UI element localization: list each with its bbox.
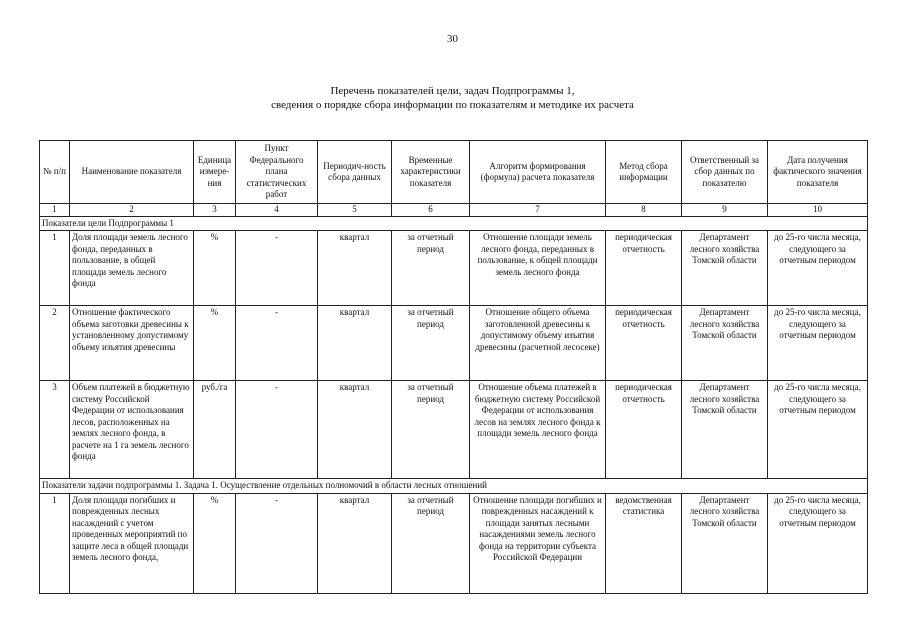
row-date: до 25-го числа месяца, следующего за отчетным периодом <box>768 493 868 593</box>
row-num: 3 <box>40 381 70 479</box>
row-time-characteristics: за отчетный период <box>392 381 470 479</box>
column-number: 3 <box>194 204 236 217</box>
row-responsible: Департамент лесного хозяйства Томской области <box>682 306 768 381</box>
header-date: Дата получения фактического значения показателя <box>768 141 868 204</box>
column-number: 10 <box>768 204 868 217</box>
row-time-characteristics: за отчетный период <box>392 231 470 306</box>
row-name: Доля площади погибших и поврежденных лесных насаждений с учетом проведенных мероприятий по защите леса в общей площади земель лесного фонда, <box>70 493 194 593</box>
table-row <box>40 381 868 479</box>
row-name: Объем платежей в бюджетную систему Российской Федерации от использования лесов, расположенных на землях лесного фонда, в расчете на 1 га земель лесного фонда <box>70 381 194 479</box>
header-name: Наименование показателя <box>70 141 194 204</box>
row-time-characteristics: за отчетный период <box>392 493 470 593</box>
row-time-characteristics: за отчетный период <box>392 306 470 381</box>
row-algorithm: Отношение площади земель лесного фонда, переданных в пользование, к общей площади земель лесного фонда <box>470 231 606 306</box>
row-method: периодическая отчетность <box>606 306 682 381</box>
column-number: 2 <box>70 204 194 217</box>
row-num: 1 <box>40 493 70 593</box>
header-periodicity: Периодич-ность сбора данных <box>318 141 392 204</box>
section-title-goal: Показатели цели Подпрограммы 1 <box>40 216 868 231</box>
row-method: периодическая отчетность <box>606 381 682 479</box>
row-algorithm: Отношение объема платежей в бюджетную систему Российской Федерации от использования лесов на землях лесного фонда к площади земель лесного фонда <box>470 381 606 479</box>
row-method: периодическая отчетность <box>606 231 682 306</box>
header-row <box>40 141 868 204</box>
column-number: 6 <box>392 204 470 217</box>
column-number: 8 <box>606 204 682 217</box>
header-unit: Единица измере-ния <box>194 141 236 204</box>
row-date: до 25-го числа месяца, следующего за отчетным периодом <box>768 381 868 479</box>
table-row <box>40 493 868 593</box>
row-periodicity: квартал <box>318 306 392 381</box>
row-periodicity: квартал <box>318 493 392 593</box>
row-method: ведомственная статистика <box>606 493 682 593</box>
column-number: 9 <box>682 204 768 217</box>
row-name: Доля площади земель лесного фонда, переданных в пользование, в общей площади земель лесного фонда <box>70 231 194 306</box>
header-plan-item: Пункт Федерального плана статистических работ <box>236 141 318 204</box>
column-number: 4 <box>236 204 318 217</box>
row-plan-item: - <box>236 381 318 479</box>
document-title <box>0 84 905 112</box>
title-line-1: Перечень показателей цели, задач Подпрограммы 1, <box>330 85 575 97</box>
header-responsible: Ответственный за сбор данных по показателю <box>682 141 768 204</box>
title-line-2: сведения о порядке сбора информации по показателям и методике их расчета <box>271 99 634 111</box>
section-title-task-1: Показатели задачи подпрограммы 1. Задача 1. Осуществление отдельных полномочий в области лесных отношений <box>40 479 868 494</box>
column-number: 1 <box>40 204 70 217</box>
column-number: 7 <box>470 204 606 217</box>
row-responsible: Департамент лесного хозяйства Томской области <box>682 493 768 593</box>
header-time-characteristics: Временные характеристики показателя <box>392 141 470 204</box>
section-header-row <box>40 479 868 494</box>
row-plan-item: - <box>236 306 318 381</box>
row-unit: % <box>194 306 236 381</box>
page-number: 30 <box>447 33 458 45</box>
row-name: Отношение фактического объема заготовки древесины к установленному допустимому объему изъятия древесины <box>70 306 194 381</box>
header-method: Метод сбора информации <box>606 141 682 204</box>
indicators-table <box>39 140 868 594</box>
row-periodicity: квартал <box>318 231 392 306</box>
row-plan-item: - <box>236 493 318 593</box>
column-numbers-row <box>40 204 868 217</box>
row-plan-item: - <box>236 231 318 306</box>
header-algorithm: Алгоритм формирования (формула) расчета показателя <box>470 141 606 204</box>
row-unit: руб./га <box>194 381 236 479</box>
table-row <box>40 231 868 306</box>
row-unit: % <box>194 493 236 593</box>
row-date: до 25-го числа месяца, следующего за отчетным периодом <box>768 306 868 381</box>
section-header-row <box>40 216 868 231</box>
table-row <box>40 306 868 381</box>
row-num: 1 <box>40 231 70 306</box>
row-num: 2 <box>40 306 70 381</box>
row-responsible: Департамент лесного хозяйства Томской области <box>682 381 768 479</box>
row-algorithm: Отношение площади погибших и поврежденных насаждений к площади занятых лесными насаждениями земель лесного фонда на территории субъекта Российской Федерации <box>470 493 606 593</box>
header-num: № п/п <box>40 141 70 204</box>
row-unit: % <box>194 231 236 306</box>
row-responsible: Департамент лесного хозяйства Томской области <box>682 231 768 306</box>
row-date: до 25-го числа месяца, следующего за отчетным периодом <box>768 231 868 306</box>
column-number: 5 <box>318 204 392 217</box>
row-periodicity: квартал <box>318 381 392 479</box>
row-algorithm: Отношение общего объема заготовленной древесины к допустимому объему изъятия древесины (расчетной лесосеке) <box>470 306 606 381</box>
